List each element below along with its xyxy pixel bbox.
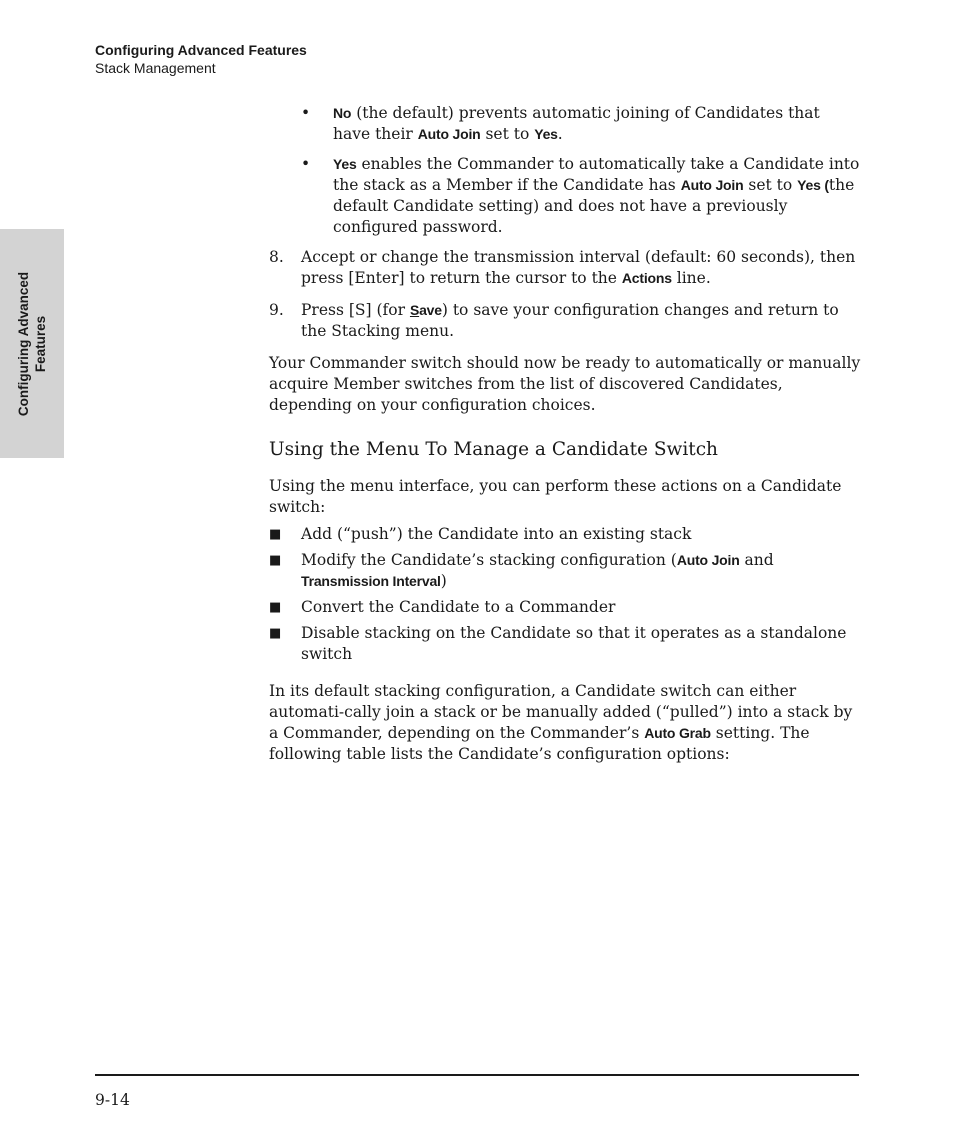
- chapter-title: Configuring Advanced Features: [95, 42, 307, 58]
- text-run: line.: [671, 269, 711, 287]
- text-run: setting. The following table lists the Candidate’s configuration options:: [269, 724, 810, 763]
- text-run: set to: [743, 176, 798, 194]
- side-tab-label: Configuring Advanced Features: [16, 271, 48, 416]
- command-keyword: Auto Join: [680, 177, 744, 193]
- command-keyword: S: [409, 302, 420, 318]
- command-keyword: Auto Join: [676, 552, 740, 568]
- list-item: [269, 623, 861, 665]
- command-keyword: Yes (: [797, 177, 829, 193]
- step-item: [269, 247, 861, 289]
- bullet-marker: ■: [269, 626, 282, 641]
- running-header: [95, 41, 307, 77]
- summary-paragraph: Your Commander switch should now be ready to automatically or manually acquire Member switches from the list of discovered Candidates, depending on your configuration choices.: [269, 354, 861, 414]
- command-keyword: Yes: [333, 156, 357, 172]
- list-item: [269, 550, 861, 592]
- command-keyword: ave: [419, 302, 442, 318]
- main-content: [269, 103, 861, 781]
- auto-join-options-list: [269, 103, 861, 238]
- bullet-marker: ■: [269, 600, 282, 615]
- command-keyword: Auto Grab: [644, 725, 711, 741]
- text-run: Convert the Candidate to a Commander: [301, 598, 616, 616]
- section-title: Stack Management: [95, 60, 216, 76]
- text-run: In its default stacking configuration, a Candidate switch can either automati-cally join a stack or be manually added (“pulled”) into a stack by a Commander, depending on the Commander’s: [269, 682, 853, 742]
- bullet-marker: ■: [269, 553, 282, 568]
- page-number: 9-14: [95, 1091, 130, 1109]
- command-keyword: Transmission Interval: [301, 573, 441, 589]
- bullet-marker: ■: [269, 527, 282, 542]
- list-item: [269, 103, 861, 145]
- list-item: [269, 524, 861, 545]
- command-keyword: No: [333, 105, 352, 121]
- step-item: [269, 300, 861, 342]
- text-run: Add (“push”) the Candidate into an existing stack: [301, 525, 692, 543]
- chapter-side-tab: [0, 229, 64, 458]
- candidate-actions-list: [269, 524, 861, 665]
- text-run: Accept or change the transmission interval (default: 60 seconds), then press [Enter] to return the cursor to the: [301, 248, 856, 287]
- list-item: [269, 154, 861, 238]
- bullet-marker: •: [301, 104, 311, 122]
- bullet-marker: •: [301, 155, 311, 173]
- text-run: Disable stacking on the Candidate so that it operates as a standalone switch: [301, 624, 847, 663]
- text-run: set to: [480, 125, 535, 143]
- text-run: Modify the Candidate’s stacking configuration (: [301, 551, 677, 569]
- command-keyword: Auto Join: [417, 126, 481, 142]
- text-run: (the default) prevents automatic joining of Candidates that have their: [333, 104, 820, 143]
- footer-rule: [95, 1074, 859, 1076]
- closing-paragraph: [269, 681, 861, 765]
- text-run: .: [557, 125, 563, 143]
- text-run: Press [S] (for: [301, 301, 410, 319]
- text-run: the default Candidate setting) and does not have a previously configured password.: [333, 176, 855, 236]
- text-run: ) to save your configuration changes and return to the Stacking menu.: [301, 301, 839, 340]
- step-number: 9.: [269, 301, 284, 319]
- command-keyword: Yes: [534, 126, 558, 142]
- intro-paragraph: Using the menu interface, you can perform these actions on a Candidate switch:: [269, 477, 842, 516]
- section-subheading: Using the Menu To Manage a Candidate Switch: [269, 439, 718, 460]
- procedure-steps: [269, 247, 861, 342]
- step-number: 8.: [269, 248, 284, 266]
- list-item: [269, 597, 861, 618]
- text-run: enables the Commander to automatically take a Candidate into the stack as a Member if the Candidate has: [333, 155, 860, 194]
- text-run: ): [440, 572, 447, 590]
- text-run: and: [739, 551, 774, 569]
- command-keyword: Actions: [621, 270, 672, 286]
